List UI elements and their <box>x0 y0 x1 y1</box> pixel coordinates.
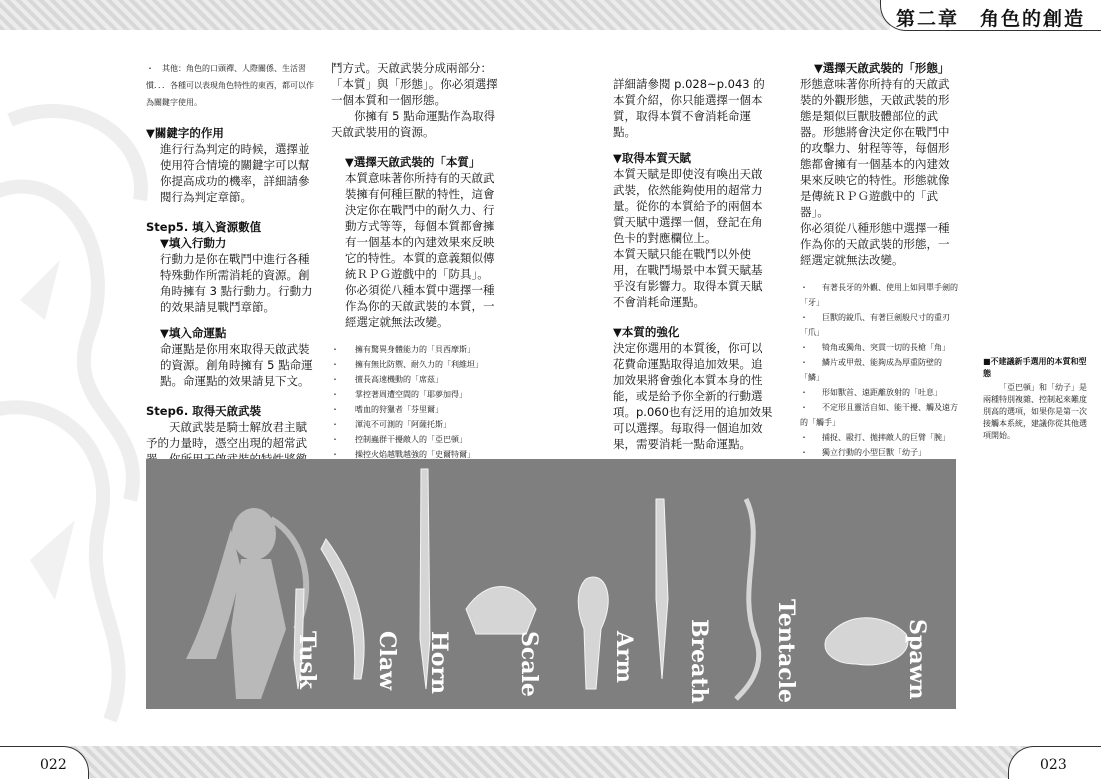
list-item: ・ 捕捉、毆打、拋摔敵人的巨臂「腕」 <box>800 433 950 442</box>
essence-list <box>331 342 503 462</box>
para-fate5: 你擁有 5 點命運點作為取得天啟武裝用的資源。 <box>331 109 496 139</box>
label-spawn: Spawn <box>904 619 930 700</box>
step6-title: Step6. 取得天啟武裝 <box>146 404 262 418</box>
label-breath: Breath <box>686 619 712 704</box>
para-choose-essence: 你必須從八種本質中選擇一種作為你的天啟武裝的本質，一經選定就無法改變。 <box>345 283 495 329</box>
list-item: ・ 擅長高速機動的「席茲」 <box>331 375 443 384</box>
label-claw: Claw <box>374 631 400 691</box>
header-band <box>0 0 890 30</box>
column-2 <box>331 60 503 462</box>
label-tusk: Tusk <box>294 631 320 689</box>
heading-talent: ▼取得本質天賦 <box>613 151 691 165</box>
claw-weapon <box>321 539 364 679</box>
heading-action: ▼填入行動力 <box>160 236 227 250</box>
spawn-creature <box>825 618 908 665</box>
para-action: 行動力是你在戰鬥中進行各種特殊動作所需消耗的資源。創角時擁有 3 點行動力。行動力的效果請見戰鬥章節。 <box>160 252 313 314</box>
list-item: ・ 巨獸的銳爪、有著巨劍般尺寸的重刃「爪」 <box>800 313 950 337</box>
para-step6: 天啟武裝是騎士解放君主賦予的力量時，憑空出現的超常武 <box>146 420 307 450</box>
column-3 <box>613 76 773 452</box>
para-form: 形態意味著你所持有的天啟武裝的外觀形態，天啟武裝的形態是類似巨獸肢體部位的武器。形態將會決定你在戰鬥中的攻擊力、射程等等，每個形態都會擁有一個基本的內建效果來反映它的特性。形態就像是傳統ＲＰＧ遊戲中的「武器」。 <box>800 77 950 219</box>
list-item: ・ 操控火焰越戰越強的「史爾特爾」 <box>331 450 475 459</box>
arm-weapon <box>578 577 608 689</box>
para-talent-2: 本質天賦只能在戰鬥以外使用，在戰鬥場景中本質天賦基乎沒有影響力。取得本質天賦不會消耗命運點。 <box>613 247 763 309</box>
list-item: ・ 形如獸首、遠距離放射的「吐息」 <box>800 388 942 397</box>
label-arm: Arm <box>611 631 637 683</box>
list-item: ・ 嗜血的狩獵者「芬里爾」 <box>331 405 443 414</box>
para-choose-form: 你必須從八種形態中選擇一種作為你的天啟武裝的形態，一經選定就無法改變。 <box>800 221 950 267</box>
list-item: ・ 有著長牙的外觀、使用上如同單手劍的「牙」 <box>800 283 958 307</box>
weapon-forms-banner <box>146 459 956 709</box>
list-item: ・ 擁有驚異身體能力的「貝西摩斯」 <box>331 345 475 354</box>
label-tentacle: Tentacle <box>773 599 799 704</box>
heading-essence: ▼選擇天啟武裝的「本質」 <box>345 155 481 169</box>
label-scale: Scale <box>516 631 542 697</box>
para-reference: 詳細請參閱 p.028~p.043 的本質介紹，你只能選擇一個本質，取得本質不會消耗命運點。 <box>613 77 765 139</box>
heading-form: ▼選擇天啟武裝的「形態」 <box>814 61 950 75</box>
label-horn: Horn <box>426 631 452 695</box>
list-item: ・ 不定形且靈活自如、能干擾、觸及遠方的「觸手」 <box>800 403 958 427</box>
footer-band <box>0 746 1101 778</box>
para-essence: 本質意味著你所持有的天啟武裝擁有何種巨獸的特性，這會決定你在戰鬥中的耐久力、行動方式等等，每個本質都會擁有一個基本的內建效果來反映它的特性。本質的意義類似傳統ＲＰＧ遊戲中的「防具」。 <box>345 171 495 281</box>
column-1 <box>146 60 318 483</box>
page-number-right: 023 <box>1040 757 1067 773</box>
column-4 <box>800 60 960 460</box>
page-number-left: 022 <box>40 757 67 773</box>
weapon-silhouettes <box>146 459 956 709</box>
side-note-body: 「亞巴頓」和「幼子」是兩種特別複雜、控制起來難度別高的選項，如果你是第一次接觸本系統，建議你從其他選項開始。 <box>983 383 1087 440</box>
heading-enhance: ▼本質的強化 <box>613 325 680 339</box>
list-item: ・ 擁有無比防禦、耐久力的「利維坦」 <box>331 360 483 369</box>
para-keyword: 進行行為判定的時候，選擇並使用符合情境的關鍵字可以幫你提高成功的機率，詳細請參閱行為判定章節。 <box>160 142 310 204</box>
knight-silhouette <box>186 508 306 699</box>
chapter-title: 第二章 角色的創造 <box>895 8 1085 30</box>
side-note <box>983 356 1087 442</box>
list-item: ・ 獨立行動的小型巨獸「幼子」 <box>800 448 926 457</box>
para-continued: 鬥方式。天啟武裝分成兩部分：「本質」與「形態」。你必須選擇一個本質和一個形態。 <box>331 61 498 107</box>
list-item: ・ 渾沌不可測的「阿薩托斯」 <box>331 420 451 429</box>
bullet-other: ・ 其他：角色的口頭禪、人際關係、生活習慣．．．各種可以表現角色特性的東西，都可以作為關鍵字使用。 <box>146 64 314 107</box>
tentacle-weapon <box>736 499 759 699</box>
list-item: ・ 控制蟲群干擾敵人的「亞巴頓」 <box>331 435 467 444</box>
para-enhance: 決定你選用的本質後，你可以花費命運點取得追加效果。追加效果將會強化本質本身的性能，或是給予你全新的行動選項。p.060也有泛用的追加效果可以選擇。每取得一個追加效果，需要消耗一點命運點。 <box>613 341 773 451</box>
scale-weapon <box>466 587 536 635</box>
para-fate: 命運點是你用來取得天啟武裝的資源。創角時擁有 5 點命運點。命運點的效果請見下文。 <box>160 342 313 388</box>
list-item: ・ 犄角或獨角、突貫一切的長槍「角」 <box>800 343 950 352</box>
list-item: ・ 鱗片或甲殼、能夠成為厚重防壁的「鱗」 <box>800 358 942 382</box>
list-item: ・ 掌控著周遭空間的「耶夢加得」 <box>331 390 467 399</box>
breath-weapon <box>656 499 668 679</box>
side-note-title: ■不建議新手選用的本質和型態 <box>983 357 1087 378</box>
step5-title: Step5. 填入資源數值 <box>146 220 262 234</box>
form-list <box>800 280 960 460</box>
heading-keyword: ▼關鍵字的作用 <box>146 126 224 140</box>
heading-fate: ▼填入命運點 <box>160 326 227 340</box>
para-talent: 本質天賦是即使沒有喚出天啟武裝，依然能夠使用的超常力量。從你的本質給予的兩個本質天賦中選擇一個，登記在角色卡的對應欄位上。 <box>613 167 763 245</box>
